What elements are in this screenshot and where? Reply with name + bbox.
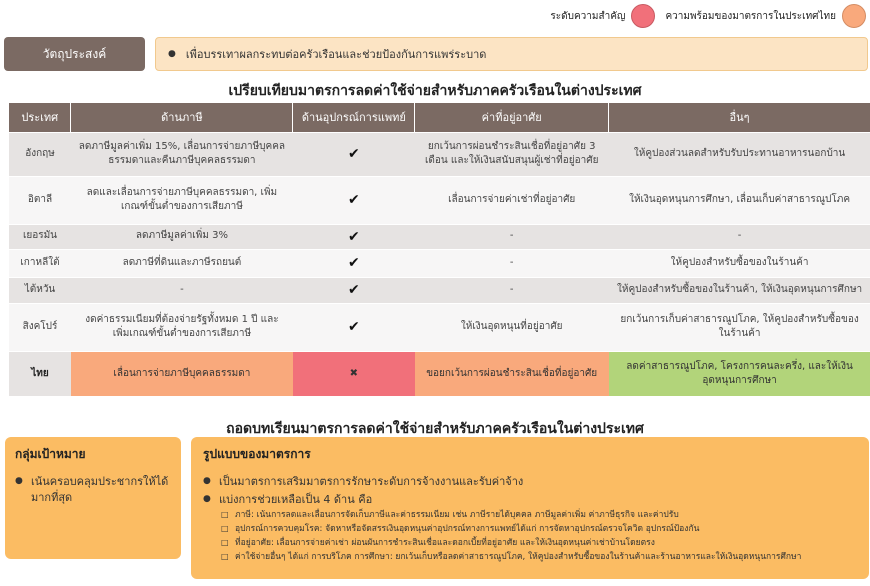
cell-tax-thai: เลื่อนการจ่ายภาษีบุคคลธรรมดา [71,351,293,396]
cell-tax: ลดภาษีที่ดินและภาษีรถยนต์ [71,249,293,277]
cell-tax: ลดและเลื่อนการจ่ายภาษีบุคคลธรรมดา, เพิ่มเกณฑ์ขั้นต่ำของการเสียภาษี [71,176,293,224]
cell-medical-check-icon: ✔ [293,303,415,351]
objective-text-box [155,37,868,71]
cell-housing: - [415,224,609,249]
cell-tax: งดค่าธรรมเนียมที่ต้องจ่ายรัฐทั้งหมด 1 ปี และเพิ่มเกณฑ์ขั้นต่ำของการเสียภาษี [71,303,293,351]
table-row [9,132,870,176]
square-bullet-icon: □ [221,509,229,519]
cell-housing: ให้เงินอุดหนุนที่อยู่อาศัย [415,303,609,351]
cell-other: - [609,224,870,249]
cell-medical-check-icon: ✔ [293,176,415,224]
header-medical: ด้านอุปกรณ์การแพทย์ [293,103,415,132]
cell-housing-thai: ขอยกเว้นการผ่อนชำระสินเชื่อที่อยู่อาศัย [415,351,609,396]
table-row [9,303,870,351]
legend [550,4,866,28]
cell-tax: ลดภาษีมูลค่าเพิ่ม 3% [71,224,293,249]
cell-country: อิตาลี [9,176,71,224]
cell-country: เกาหลีใต้ [9,249,71,277]
measure-item-text: แบ่งการช่วยเหลือเป็น 4 ด้าน คือ [219,492,373,506]
measure-item-text: เป็นมาตรการเสริมมาตรการรักษาระดับการจ้างงานและรับค่าจ้าง [219,475,524,488]
cell-tax: - [71,277,293,303]
cell-housing: เลื่อนการจ่ายค่าเช่าที่อยู่อาศัย [415,176,609,224]
cell-other: ให้คูปองสำหรับซื้อของในร้านค้า, ให้เงินอุดหนุนการศึกษา [609,277,870,303]
list-item [15,474,171,506]
cell-country: สิงคโปร์ [9,303,71,351]
readiness-dot-icon [842,4,866,28]
cell-medical-check-icon: ✔ [293,132,415,176]
cell-country: อังกฤษ [9,132,71,176]
cell-medical-check-icon: ✔ [293,249,415,277]
cell-country: เยอรมัน [9,224,71,249]
cell-housing: - [415,249,609,277]
bullet-icon: ● [203,476,211,486]
cell-other: ให้คูปองสำหรับซื้อของในร้านค้า [609,249,870,277]
cell-medical-check-icon: ✔ [293,277,415,303]
table-title: เปรียบเทียบมาตรการลดค่าใช้จ่ายสำหรับภาคครัวเรือนในต่างประเทศ [228,83,642,99]
objective-label: วัตถุประสงค์ [4,37,145,71]
sub-list-item [221,510,857,521]
cell-housing: - [415,277,609,303]
objective-text: เพื่อบรรเทาผลกระทบต่อครัวเรือนและช่วยป้องกันการแพร่ระบาด [185,48,487,61]
header-country: ประเทศ [9,103,71,132]
sub-item-text: ที่อยู่อาศัย: เลื่อนการจ่ายค่าเช่า ผ่อนผันการชำระสินเชื่อและดอกเบี้ยที่อยู่อาศัย และให้เงินอุดหนุนค่าเช่าบ้านโดยตรง [235,537,655,548]
sub-list-item [221,524,857,535]
cell-medical-cross-icon: ✖ [293,351,415,396]
header-housing: ค่าที่อยู่อาศัย [415,103,609,132]
header-other: อื่นๆ [609,103,870,132]
header-tax: ด้านภาษี [71,103,293,132]
cell-medical-check-icon: ✔ [293,224,415,249]
cell-country: ไต้หวัน [9,277,71,303]
list-item [203,492,857,508]
measure-type-box [191,437,869,579]
readiness-legend-label: ความพร้อมของมาตรการในประเทศไทย [665,10,836,22]
sub-list-item [221,552,857,563]
cell-other: ให้เงินอุดหนุนการศึกษา, เลื่อนเก็บค่าสาธารณูปโภค [609,176,870,224]
objective-bar [4,37,868,71]
table-row [9,249,870,277]
table-row [9,176,870,224]
square-bullet-icon: □ [221,523,229,533]
list-item [203,474,857,490]
comparison-table [9,103,870,396]
sub-item-text: อุปกรณ์การควบคุมโรค: จัดหาหรือจัดสรรเงินอุดหนุนค่าอุปกรณ์ทางการแพทย์ได้แก่ การจัดหาอุปกรณ์ตรวจโควิด อุปกรณ์ป้องกัน [235,523,700,534]
target-group-text: เน้นครอบคลุมประชากรให้ได้มากที่สุด [31,475,169,504]
importance-dot-icon [631,4,655,28]
cell-tax: ลดภาษีมูลค่าเพิ่ม 15%, เลื่อนการจ่ายภาษีบุคคลธรรมดาและคืนภาษีบุคคลธรรมดา [71,132,293,176]
target-group-box [5,437,181,559]
sub-item-text: ภาษี: เน้นการลดและเลื่อนการจัดเก็บภาษีและค่าธรรมเนียม เช่น ภาษีรายได้บุคคล ภาษีมูลค่าเพิ่ม ค่าภาษีธุรกิจ และค่าปรับ [235,509,679,520]
table-header-row [9,103,870,132]
cell-other-thai: ลดค่าสาธารณูปโภค, โครงการคนละครึ่ง, และให้เงินอุดหนุนการศึกษา [609,351,870,396]
square-bullet-icon: □ [221,552,229,562]
cell-other: ยกเว้นการเก็บค่าสาธารณูปโภค, ให้คูปองสำหรับซื้อของในร้านค้า [609,303,870,351]
table-row [9,224,870,249]
measure-type-title: รูปแบบของมาตรการ [203,447,311,461]
cell-country-thai: ไทย [9,351,71,396]
bullet-icon: ● [168,49,176,59]
cell-housing: ยกเว้นการผ่อนชำระสินเชื่อที่อยู่อาศัย 3 เดือน และให้เงินสนับสนุนผู้เช่าที่อยู่อาศัย [415,132,609,176]
target-group-title: กลุ่มเป้าหมาย [15,447,86,461]
sub-item-text: ค่าใช้จ่ายอื่นๆ ได้แก่ การบริโภค การศึกษา: ยกเว้นเก็บหรือลดค่าสาธารณูปโภค, ให้คูปองสำหรับซื้อของในร้านค้าและร้านอาหารและให้เงินอุดหนุนการศึกษา [235,552,802,563]
cell-other: ให้คูปองส่วนลดสำหรับรับประทานอาหารนอกบ้าน [609,132,870,176]
bullet-icon: ● [15,476,23,486]
table-row [9,277,870,303]
lesson-title: ถอดบทเรียนมาตรการลดค่าใช้จ่ายสำหรับภาคครัวเรือนในต่างประเทศ [226,421,644,437]
bullet-icon: ● [203,493,211,504]
square-bullet-icon: □ [221,537,229,547]
thai-row [9,351,870,396]
sub-list-item [221,538,857,549]
importance-legend-label: ระดับความสำคัญ [550,10,626,22]
